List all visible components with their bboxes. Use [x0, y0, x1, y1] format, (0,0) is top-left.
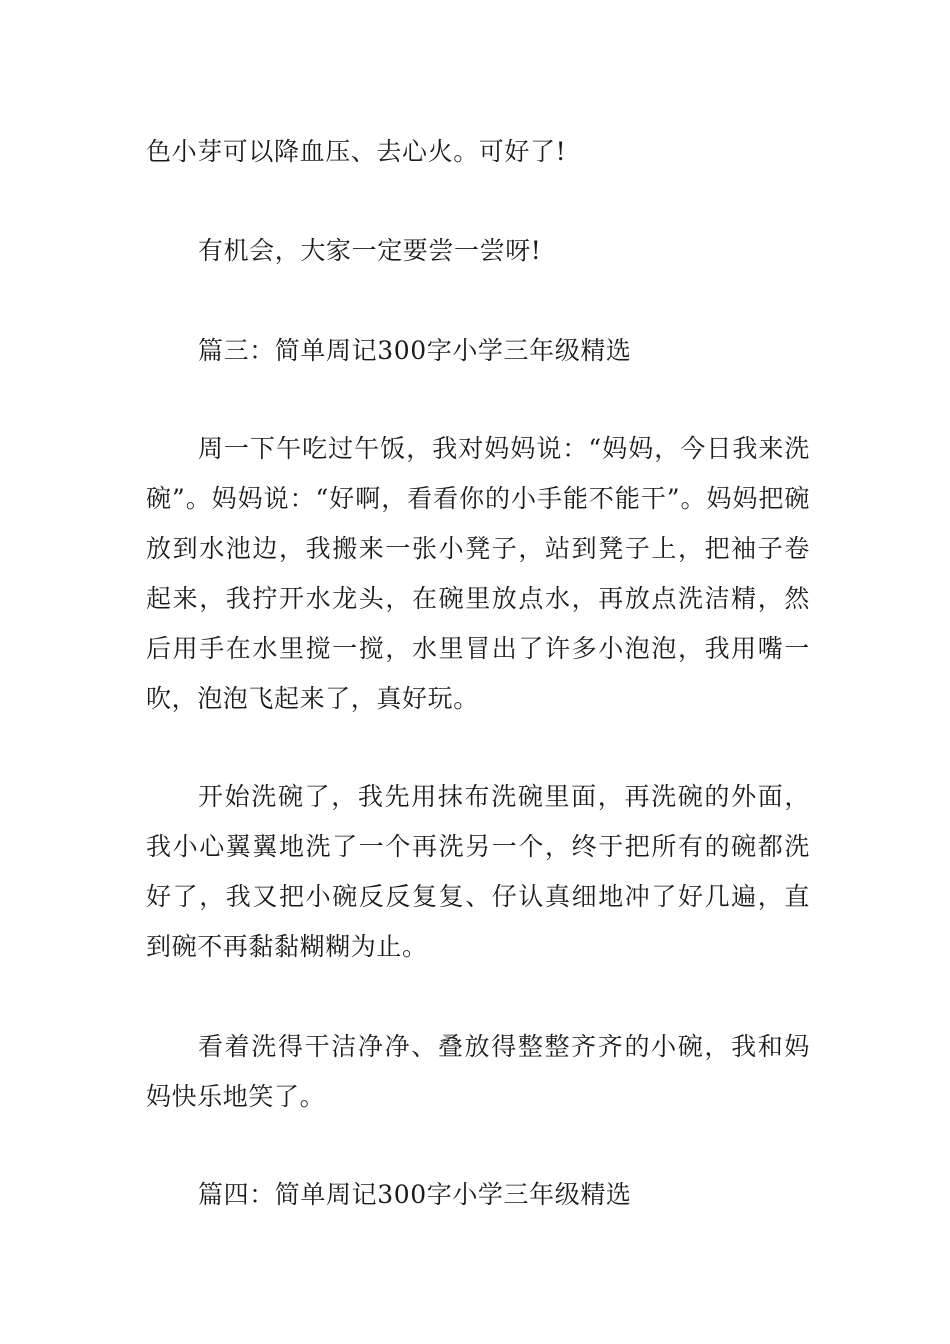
section-heading-4: 篇四：简单周记300字小学三年级精选 — [198, 1180, 632, 1209]
paragraph-body-1: 周一下午吃过午饭，我对妈妈说：“妈妈，今日我来洗碗”。妈妈说：“好啊，看看你的小手能不能干”。妈妈把碗放到水池边，我搬来一张小凳子，站到凳子上，把袖子卷起来，我拧开水龙头，在碗里放点水，再放点洗洁精，然后用手在水里搅一搅，水里冒出了许多小泡泡，我用嘴一吹，泡泡飞起来了，真好玩。 — [146, 434, 810, 713]
section-heading-3: 篇三：简单周记300字小学三年级精选 — [198, 336, 632, 365]
paragraph-closing: 有机会，大家一定要尝一尝呀! — [198, 236, 542, 265]
paragraph-body-3: 看着洗得干洁净净、叠放得整整齐齐的小碗，我和妈妈快乐地笑了。 — [146, 1032, 810, 1111]
paragraph-continuation: 色小芽可以降血压、去心火。可好了! — [146, 137, 567, 166]
paragraph-body-2: 开始洗碗了，我先用抹布洗碗里面，再洗碗的外面，我小心翼翼地洗了一个再洗另一个，终于把所有的碗都洗好了，我又把小碗反反复复、仔认真细地冲了好几遍，直到碗不再黏黏糊糊为止。 — [146, 782, 810, 961]
